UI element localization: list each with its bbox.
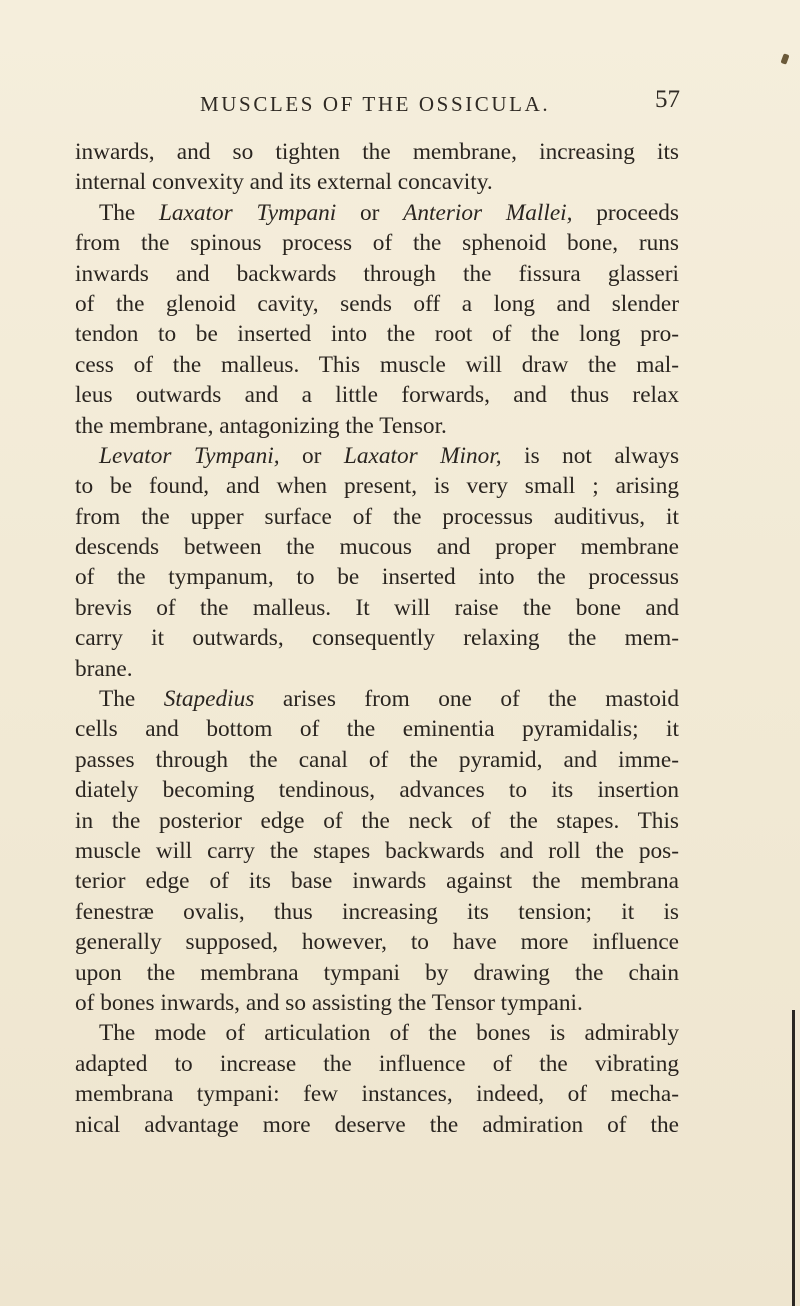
text-line: fenestræ ovalis, thus increasing its tension; it is bbox=[75, 898, 679, 925]
text-line bbox=[75, 198, 679, 228]
term-laxator-minor: Laxator Minor, bbox=[343, 442, 502, 469]
text-line: of the tympanum, to be inserted into the processus bbox=[75, 564, 679, 591]
text-run: is not always bbox=[501, 442, 680, 469]
text-line: tendon to be inserted into the root of the long pro- bbox=[75, 321, 679, 348]
text-line: of the glenoid cavity, sends off a long and slender bbox=[75, 290, 679, 317]
text-line bbox=[75, 441, 679, 471]
text-line: terior edge of its base inwards against the membrana bbox=[75, 868, 679, 895]
text-line: from the spinous process of the sphenoid bone, runs bbox=[75, 230, 679, 257]
text-line: from the upper surface of the processus auditivus, it bbox=[75, 503, 679, 530]
term-stapedius: Stapedius bbox=[163, 686, 255, 713]
text-line: The mode of articulation of the bones is admirably bbox=[99, 1020, 679, 1047]
text-line: generally supposed, however, to have more influence bbox=[75, 929, 679, 956]
text-run: proceeds bbox=[572, 199, 679, 226]
text-run: The bbox=[99, 199, 159, 226]
page-number: 57 bbox=[655, 86, 680, 113]
text-line: carry it outwards, consequently relaxing the mem- bbox=[75, 625, 679, 652]
text-run: arises from one of the mastoid bbox=[254, 686, 679, 713]
term-anterior-mallei: Anterior Mallei, bbox=[403, 199, 573, 226]
text-line: brane. bbox=[75, 655, 133, 682]
text-line: leus outwards and a little forwards, and thus relax bbox=[75, 382, 679, 409]
text-line: cess of the malleus. This muscle will draw the mal- bbox=[75, 351, 679, 378]
text-line: upon the membrana tympani by drawing the chain bbox=[75, 959, 679, 986]
text-line: to be found, and when present, is very small ; arising bbox=[75, 473, 679, 500]
text-line: inwards, and so tighten the membrane, increasing its bbox=[75, 139, 679, 165]
text-run: The bbox=[99, 686, 164, 713]
text-line bbox=[75, 684, 679, 714]
page-edge-shadow bbox=[792, 1010, 795, 1306]
text-line: descends between the mucous and proper membrane bbox=[75, 534, 679, 561]
text-line: of bones inwards, and so assisting the Tensor tympani. bbox=[75, 989, 583, 1016]
page-header bbox=[200, 86, 680, 126]
text-line: muscle will carry the stapes backwards and roll the pos- bbox=[75, 837, 679, 864]
text-line: adapted to increase the influence of the vibrating bbox=[75, 1050, 679, 1077]
text-line: inwards and backwards through the fissura glasseri bbox=[75, 260, 679, 287]
text-line: the membrane, antagonizing the Tensor. bbox=[75, 412, 447, 439]
ink-mark bbox=[780, 53, 789, 64]
text-line: cells and bottom of the eminentia pyramidalis; it bbox=[75, 716, 679, 743]
text-line: brevis of the malleus. It will raise the bone and bbox=[75, 594, 679, 621]
text-line: passes through the canal of the pyramid, and imme- bbox=[75, 746, 679, 773]
text-line: membrana tympani: few instances, indeed, of mecha- bbox=[75, 1081, 679, 1108]
text-line: internal convexity and its external concavity. bbox=[75, 169, 493, 196]
text-run: or bbox=[336, 199, 404, 226]
running-head: MUSCLES OF THE OSSICULA. bbox=[200, 92, 551, 116]
body-text bbox=[75, 137, 679, 1140]
text-line: in the posterior edge of the neck of the stapes. This bbox=[75, 807, 679, 834]
term-laxator-tympani: Laxator Tympani bbox=[158, 199, 337, 226]
term-levator-tympani: Levator Tympani, bbox=[99, 442, 280, 469]
text-line: diately becoming tendinous, advances to its insertion bbox=[75, 777, 679, 804]
text-run: or bbox=[279, 442, 344, 469]
text-line: nical advantage more deserve the admiration of the bbox=[75, 1111, 679, 1138]
